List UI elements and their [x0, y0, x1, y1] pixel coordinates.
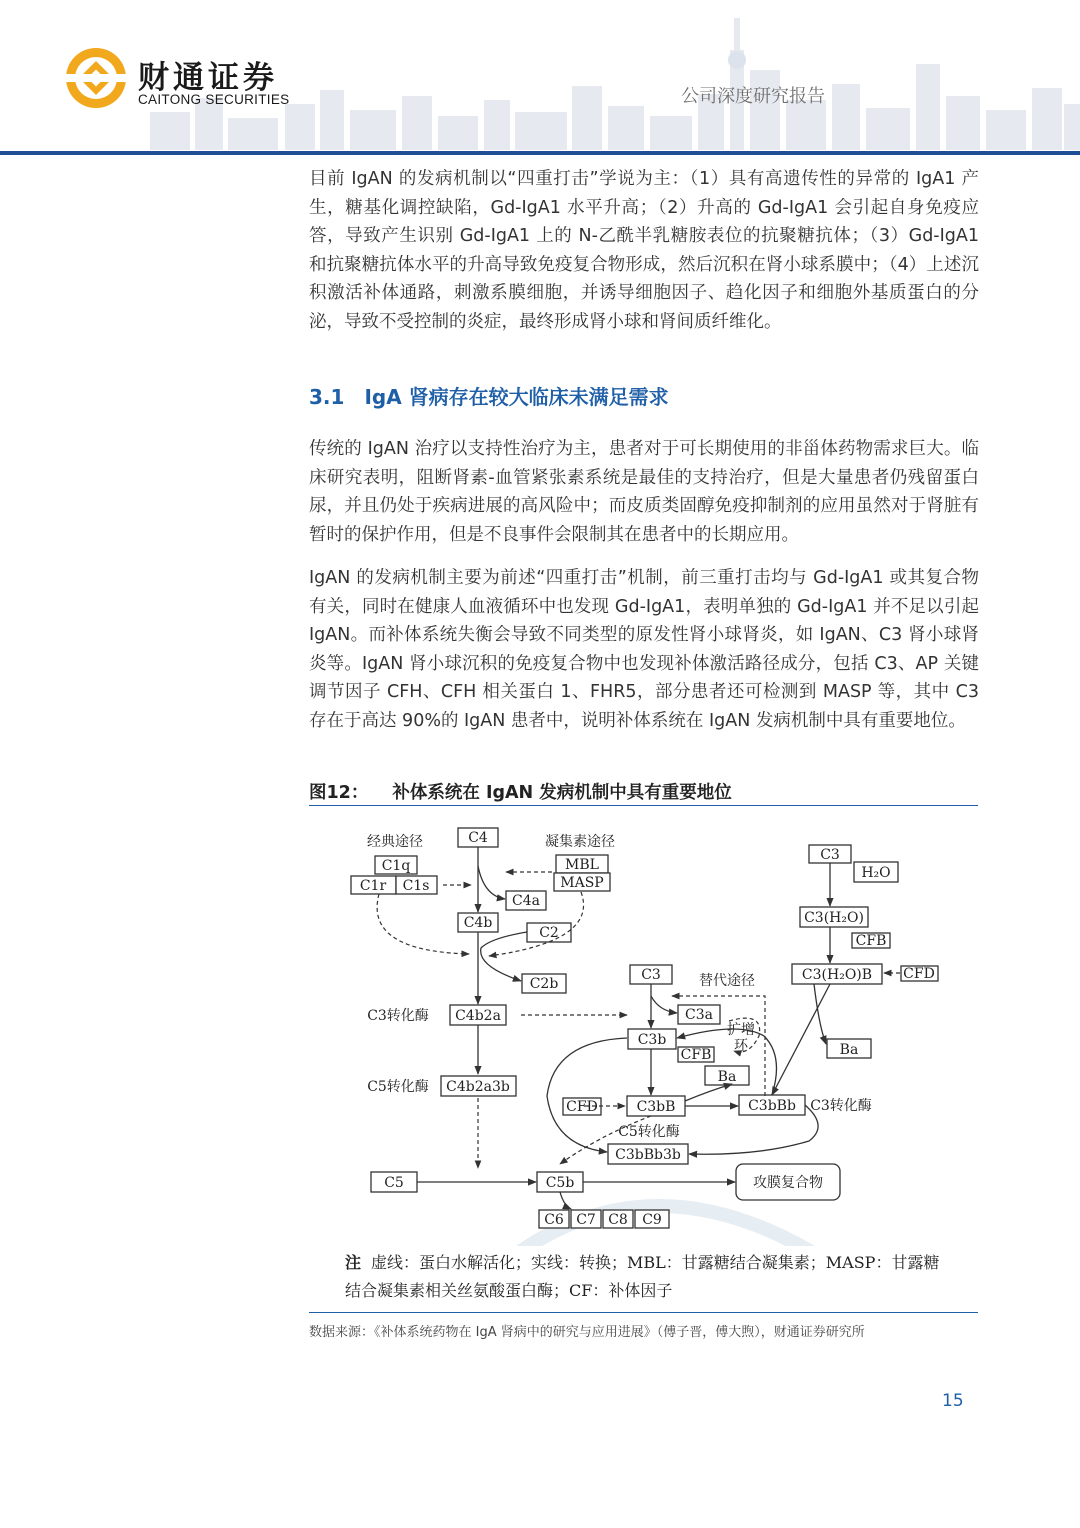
label-c5-convertase-alt: C5转化酶 — [618, 1124, 680, 1140]
node-c3a: C3a — [685, 1007, 713, 1023]
node-c3b: C3b — [637, 1032, 667, 1048]
company-name-en: CAITONG SECURITIES — [138, 92, 290, 107]
figure-bottom-divider — [309, 1312, 978, 1313]
figure-note — [345, 1249, 945, 1305]
data-source: 数据来源：《补体系统药物在 IgA 肾病中的研究与应用进展》（傅子晋，傅大煦），财通证券研究所 — [309, 1325, 865, 1340]
node-c9: C9 — [642, 1212, 662, 1228]
node-c1s: C1s — [402, 878, 430, 894]
node-cfd-right: CFD — [903, 966, 935, 982]
label-c5-convertase: C5转化酶 — [367, 1079, 429, 1095]
node-masp: MASP — [560, 875, 604, 891]
node-c6: C6 — [544, 1212, 564, 1228]
node-c4: C4 — [468, 830, 488, 846]
node-cfb-right: CFB — [855, 933, 887, 949]
section-title: IgA 肾病存在较大临床未满足需求 — [364, 385, 669, 409]
section-number: 3.1 — [309, 385, 345, 409]
node-h2o: H₂O — [861, 865, 891, 881]
report-type: 公司深度研究报告 — [681, 86, 825, 107]
node-c8: C8 — [608, 1212, 628, 1228]
label-amplification-loop-2: 环 — [734, 1038, 748, 1054]
paragraph-treatment: 传统的 IgAN 治疗以支持性治疗为主，患者对于可长期使用的非甾体药物需求巨大。临床研究表明，阻断肾素-血管紧张素系统是最佳的支持治疗，但是大量患者仍残留蛋白尿，并且仍处于疾病进展的高风险中；而皮质类固醇免疫抑制剂的应用虽然对于肾脏有暂时的保护作用，但是不良事件会限制其在患者中的长期应用。 — [309, 439, 979, 545]
node-c3h2o: C3(H₂O) — [804, 910, 864, 926]
label-classical-pathway: 经典途径 — [367, 834, 423, 850]
node-c4a: C4a — [512, 893, 540, 909]
node-mbl: MBL — [565, 857, 599, 873]
node-c1r: C1r — [359, 878, 387, 894]
node-c7: C7 — [576, 1212, 596, 1228]
node-c3bbb: C3bBb — [748, 1098, 796, 1114]
node-c4b2a3b: C4b2a3b — [446, 1079, 510, 1095]
figure-label: 图12： — [309, 783, 369, 803]
node-c3-right: C3 — [820, 847, 840, 863]
label-c3-convertase-alt: C3转化酶 — [810, 1098, 872, 1114]
caitong-logo-icon — [62, 44, 130, 112]
node-c3-alt: C3 — [641, 967, 661, 983]
figure-title — [309, 779, 978, 806]
node-c5: C5 — [384, 1175, 404, 1191]
page-header — [0, 0, 1080, 158]
label-lectin-pathway: 凝集素途径 — [545, 834, 615, 850]
node-cfb-alt: CFB — [680, 1047, 712, 1063]
node-c3bbb3b: C3bBb3b — [615, 1147, 681, 1163]
node-ba-alt: Ba — [717, 1069, 737, 1085]
paragraph-complement: IgAN 的发病机制主要为前述“四重打击”机制，前三重打击均与 Gd-IgA1 或其复合物有关，同时在健康人血液循环中也发现 Gd-IgA1，表明单独的 Gd-IgA1 并不足以引起 IgAN。而补体系统失衡会导致不同类型的原发性肾小球肾炎，如 IgAN、C3 肾小球肾炎等。IgAN 肾小球沉积的免疫复合物中也发现补体激活路径成分，包括 C3、AP 关键调节因子 CFH、CFH 相关蛋白 1、FHR5，部分患者还可检测到 MASP 等，其中 C3 存在于高达 90%的 IgAN 患者中，说明补体系统在 IgAN 发病机制中具有重要地位。 — [309, 568, 979, 731]
node-c3h2ob: C3(H₂O)B — [801, 967, 873, 983]
label-c3-convertase: C3转化酶 — [367, 1008, 429, 1024]
header-divider — [0, 151, 1080, 155]
node-c2b: C2b — [529, 976, 559, 992]
label-amplification-loop: 扩增 — [727, 1022, 755, 1038]
figure-caption: 补体系统在 IgAN 发病机制中具有重要地位 — [392, 783, 732, 803]
page-number: 15 — [942, 1391, 964, 1411]
label-alternative-pathway: 替代途径 — [699, 973, 755, 989]
node-c2: C2 — [539, 925, 559, 941]
company-name-cn: 财通证券 — [138, 60, 278, 96]
note-label: 注 — [345, 1253, 362, 1272]
complement-pathway-diagram — [309, 806, 978, 1246]
node-c1q: C1q — [381, 858, 411, 874]
note-text: 虚线：蛋白水解活化；实线：转换；MBL：甘露糖结合凝集素；MASP：甘露糖结合凝集素相关丝氨酸蛋白酶；CF：补体因子 — [345, 1253, 940, 1300]
node-c4b2a: C4b2a — [455, 1008, 501, 1024]
node-cfd-alt: CFD — [566, 1099, 598, 1115]
node-c4b: C4b — [463, 915, 493, 931]
section-heading — [309, 381, 669, 410]
node-c5b: C5b — [545, 1175, 575, 1191]
node-mac: 攻膜复合物 — [753, 1175, 823, 1191]
node-ba-right: Ba — [839, 1042, 859, 1058]
node-c3bb: C3bB — [636, 1099, 676, 1115]
paragraph-pathogenesis: 目前 IgAN 的发病机制以“四重打击”学说为主：（1）具有高遗传性的异常的 IgA1 产生，糖基化调控缺陷，Gd-IgA1 水平升高；（2）升高的 Gd-IgA1 会引起自身免疫应答，导致产生识别 Gd-IgA1 上的 N-乙酰半乳糖胺表位的抗聚糖抗体；（3）Gd-IgA1 和抗聚糖抗体水平的升高导致免疫复合物形成，然后沉积在肾小球系膜中；（4）上述沉积激活补体通路，刺激系膜细胞，并诱导细胞因子、趋化因子和细胞外基质蛋白的分泌，导致不受控制的炎症，最终形成肾小球和肾间质纤维化。 — [309, 169, 979, 332]
